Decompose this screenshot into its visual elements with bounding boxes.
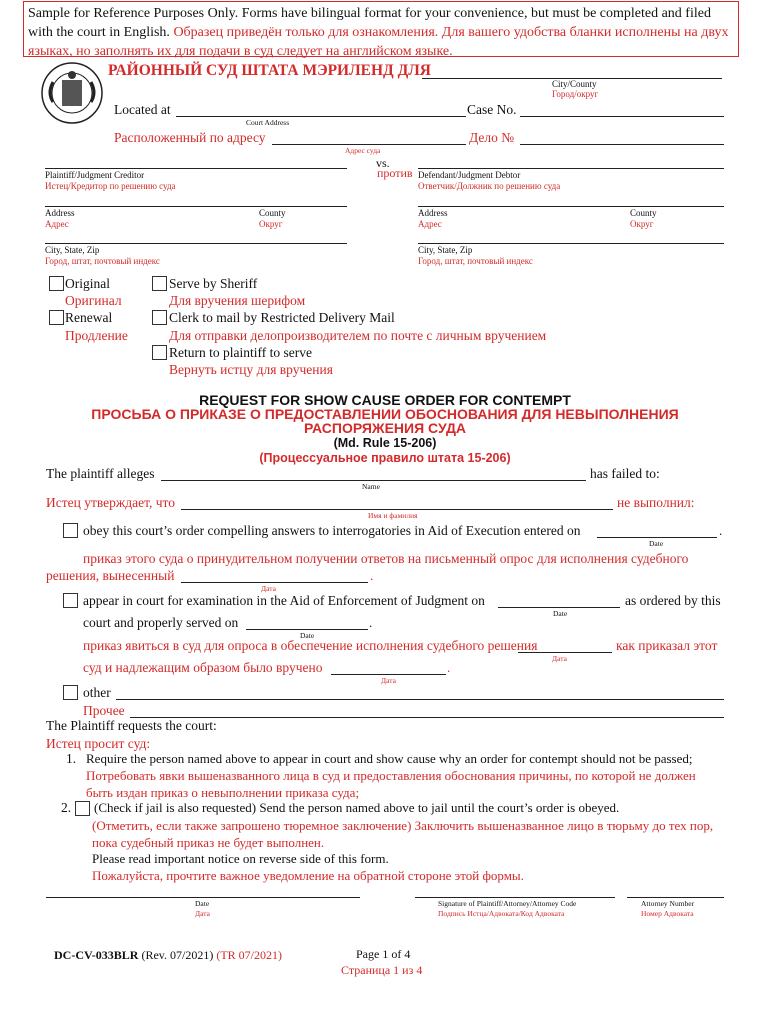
served-on-date-label-ru: Дата	[381, 676, 396, 685]
md-rule-ru: (Процессуальное правило штата 15-206)	[259, 451, 511, 465]
located-at-label-ru: Расположенный по адресу	[114, 130, 266, 145]
defendant-address-line[interactable]	[418, 206, 724, 207]
court-address-label: Court Address	[246, 118, 290, 127]
served-on-date-line[interactable]	[246, 629, 368, 630]
plaintiff-address-label: Address	[45, 208, 75, 218]
period: .	[719, 523, 723, 538]
plaintiff-address-line[interactable]	[45, 206, 347, 207]
appear-court-date-label-ru: Дата	[552, 654, 567, 663]
appear-court-label: appear in court for examination in the Aid of Enforcement of Judgment on	[83, 593, 485, 608]
request-1-number: 1.	[66, 751, 77, 766]
other-label: other	[83, 685, 111, 700]
reverse-notice: Please read important notice on reverse side of this form.	[92, 851, 389, 866]
form-title-ru-line2: РАСПОРЯЖЕНИЯ СУДА	[303, 420, 467, 436]
attorney-number-label: Attorney Number	[641, 899, 695, 908]
defendant-line[interactable]	[418, 168, 724, 169]
appear-court-date-line[interactable]	[498, 607, 620, 608]
signature-label-ru: Подпись Истца/Адвоката/Код Адвоката	[438, 909, 565, 918]
name-line[interactable]	[161, 480, 586, 481]
defendant-county-label-ru: Округ	[630, 219, 654, 229]
appear-court-date-line-ru[interactable]	[518, 652, 612, 653]
plaintiff-address-label-ru: Адрес	[45, 219, 69, 229]
defendant-city-label: City, State, Zip	[418, 245, 473, 255]
city-county-label: City/County	[552, 79, 597, 89]
court-name-ru: РАЙОННЫЙ СУД ШТАТА МЭРИЛЕНД ДЛЯ	[108, 62, 432, 79]
served-on-label: court and properly served on	[83, 615, 239, 630]
renewal-checkbox[interactable]	[49, 310, 64, 325]
as-ordered-label-ru: как приказал этот	[616, 638, 718, 653]
appear-court-label-ru: приказ явиться в суд для опроса в обеспечение исполнения судебного решения	[83, 638, 538, 653]
court-address-label-ru: Адрес суда	[345, 146, 381, 155]
request-2-number: 2.	[61, 800, 72, 815]
renewal-label: Renewal	[65, 310, 113, 325]
reference-notice	[23, 1, 739, 57]
request-2-text-ru: (Отметить, если также запрошено тюремное заключение) Заключить вышеназванное лицо в тюрьму до тех пор, пока судебный приказ не будет выполнен.	[92, 818, 714, 850]
notice-russian: Образец приведён только для ознакомления. Для вашего удобства бланки исполнены на двух языках, но заполнять их для подачи в суд следует на английском языке.	[28, 25, 729, 59]
page-number: Page 1 of 4	[356, 947, 411, 961]
case-no-label: Case No.	[467, 102, 517, 117]
obey-order-date-line[interactable]	[597, 537, 717, 538]
obey-order-date-label: Date	[649, 539, 664, 548]
original-label: Original	[65, 276, 110, 291]
attorney-number-label-ru: Номер Адвоката	[641, 909, 694, 918]
name-label: Name	[362, 482, 380, 491]
attorney-number-line[interactable]	[627, 897, 724, 898]
obey-order-date-label-ru: Дата	[261, 584, 276, 593]
served-on-date-line-ru[interactable]	[331, 674, 446, 675]
name-line-ru[interactable]	[181, 509, 613, 510]
plaintiff-county-label: County	[259, 208, 286, 218]
defendant-city-line[interactable]	[418, 243, 724, 244]
date-signature-label-ru: Дата	[195, 909, 210, 918]
request-2-text: (Check if jail is also requested) Send the person named above to jail until the court’s order is obeyed.	[94, 800, 620, 815]
vs-label: vs.	[376, 156, 390, 170]
request-1-text-ru: Потребовать явки вышеназванного лица в суд и предоставления обоснования причины, по которой не должен быть издан приказ о невыполнении приказа суда;	[86, 768, 696, 800]
clerk-mail-checkbox[interactable]	[152, 310, 167, 325]
obey-order-label-ru-line2: решения, вынесенный	[46, 568, 175, 583]
served-on-label-ru: суд и надлежащим образом было вручено	[83, 660, 323, 675]
return-plaintiff-label-ru: Вернуть истцу для вручения	[169, 362, 333, 377]
appear-court-date-label: Date	[553, 609, 568, 618]
clerk-mail-label: Clerk to mail by Restricted Delivery Mail	[169, 310, 395, 325]
obey-order-label: obey this court’s order compelling answers to interrogatories in Aid of Execution entered on	[83, 523, 581, 538]
has-failed-label-ru: не выполнил:	[617, 495, 695, 510]
obey-order-date-line-ru[interactable]	[181, 582, 368, 583]
serve-sheriff-checkbox[interactable]	[152, 276, 167, 291]
served-on-date-label: Date	[300, 631, 315, 640]
jail-requested-checkbox[interactable]	[75, 801, 90, 816]
plaintiff-county-label-ru: Округ	[259, 219, 283, 229]
form-title: REQUEST FOR SHOW CAUSE ORDER FOR CONTEMPT	[199, 392, 571, 408]
plaintiff-line[interactable]	[45, 168, 347, 169]
case-no-line[interactable]	[520, 116, 724, 117]
defendant-county-label: County	[630, 208, 657, 218]
vs-label-ru: против	[377, 166, 413, 180]
court-address-line[interactable]	[176, 116, 466, 117]
page-number-ru: Страница 1 из 4	[341, 963, 423, 977]
appear-court-checkbox[interactable]	[63, 593, 78, 608]
date-signature-label: Date	[195, 899, 210, 908]
return-plaintiff-checkbox[interactable]	[152, 345, 167, 360]
return-plaintiff-label: Return to plaintiff to serve	[169, 345, 312, 360]
notice-english: Sample for Reference Purposes Only. Forms have bilingual format for your convenience, but must be completed and filed with the court in English.	[28, 6, 711, 40]
original-checkbox[interactable]	[49, 276, 64, 291]
has-failed-label: has failed to:	[590, 466, 660, 481]
obey-order-checkbox[interactable]	[63, 523, 78, 538]
plaintiff-requests-label: The Plaintiff requests the court:	[46, 718, 217, 733]
defendant-label-ru: Ответчик/Должник по решению суда	[418, 181, 561, 191]
original-label-ru: Оригинал	[65, 293, 122, 308]
plaintiff-alleges-label: The plaintiff alleges	[46, 466, 155, 481]
form-id: DC-CV-033BLR	[54, 948, 139, 962]
defendant-city-label-ru: Город, штат, почтовый индекс	[418, 256, 533, 266]
md-rule: (Md. Rule 15-206)	[333, 436, 437, 450]
as-ordered-label: as ordered by this	[625, 593, 721, 608]
obey-order-label-ru-line1: приказ этого суда о принудительном получении ответов на письменный опрос для исполнения судебного	[83, 551, 689, 566]
request-1-text: Require the person named above to appear in court and show cause why an order for contempt should not be passed;	[86, 751, 693, 766]
serve-sheriff-label-ru: Для вручения шерифом	[169, 293, 306, 308]
other-line[interactable]	[116, 699, 724, 700]
other-line-ru[interactable]	[130, 717, 724, 718]
case-no-line-ru[interactable]	[520, 144, 724, 145]
clerk-mail-label-ru: Для отправки делопроизводителем по почте с личным вручением	[169, 328, 547, 343]
plaintiff-city-label-ru: Город, штат, почтовый индекс	[45, 256, 160, 266]
court-seal-icon	[41, 62, 103, 124]
period-2: .	[369, 615, 373, 630]
defendant-address-label-ru: Адрес	[418, 219, 442, 229]
signature-label: Signature of Plaintiff/Attorney/Attorney Code	[438, 899, 577, 908]
plaintiff-label-ru: Истец/Кредитор по решению суда	[45, 181, 176, 191]
located-at-label: Located at	[114, 102, 171, 117]
period-ru: .	[370, 568, 374, 583]
reverse-notice-ru: Пожалуйста, прочтите важное уведомление на обратной стороне этой формы.	[92, 868, 524, 883]
defendant-label: Defendant/Judgment Debtor	[418, 170, 521, 180]
defendant-address-label: Address	[418, 208, 448, 218]
form-id-footer	[54, 948, 282, 963]
signature-line[interactable]	[415, 897, 615, 898]
other-label-ru: Прочее	[83, 703, 125, 718]
court-address-line-ru[interactable]	[272, 144, 466, 145]
serve-sheriff-label: Serve by Sheriff	[169, 276, 258, 291]
plaintiff-alleges-label-ru: Истец утверждает, что	[46, 495, 175, 510]
form-title-ru-line1: ПРОСЬБА О ПРИКАЗЕ О ПРЕДОСТАВЛЕНИИ ОБОСНОВАНИЯ ДЛЯ НЕВЫПОЛНЕНИЯ	[91, 406, 679, 422]
case-no-label-ru: Дело №	[469, 130, 515, 145]
period-2-ru: .	[447, 660, 451, 675]
renewal-label-ru: Продление	[65, 328, 128, 343]
form-revision: (Rev. 07/2021)	[141, 948, 214, 962]
plaintiff-city-line[interactable]	[45, 243, 347, 244]
other-checkbox[interactable]	[63, 685, 78, 700]
plaintiff-label: Plaintiff/Judgment Creditor	[45, 170, 145, 180]
plaintiff-city-label: City, State, Zip	[45, 245, 100, 255]
plaintiff-requests-label-ru: Истец просит суд:	[46, 736, 151, 751]
city-county-label-ru: Город/округ	[552, 89, 599, 99]
date-signature-line[interactable]	[46, 897, 360, 898]
name-label-ru: Имя и фамилия	[368, 511, 418, 520]
form-translation-revision: (TR 07/2021)	[216, 948, 283, 962]
